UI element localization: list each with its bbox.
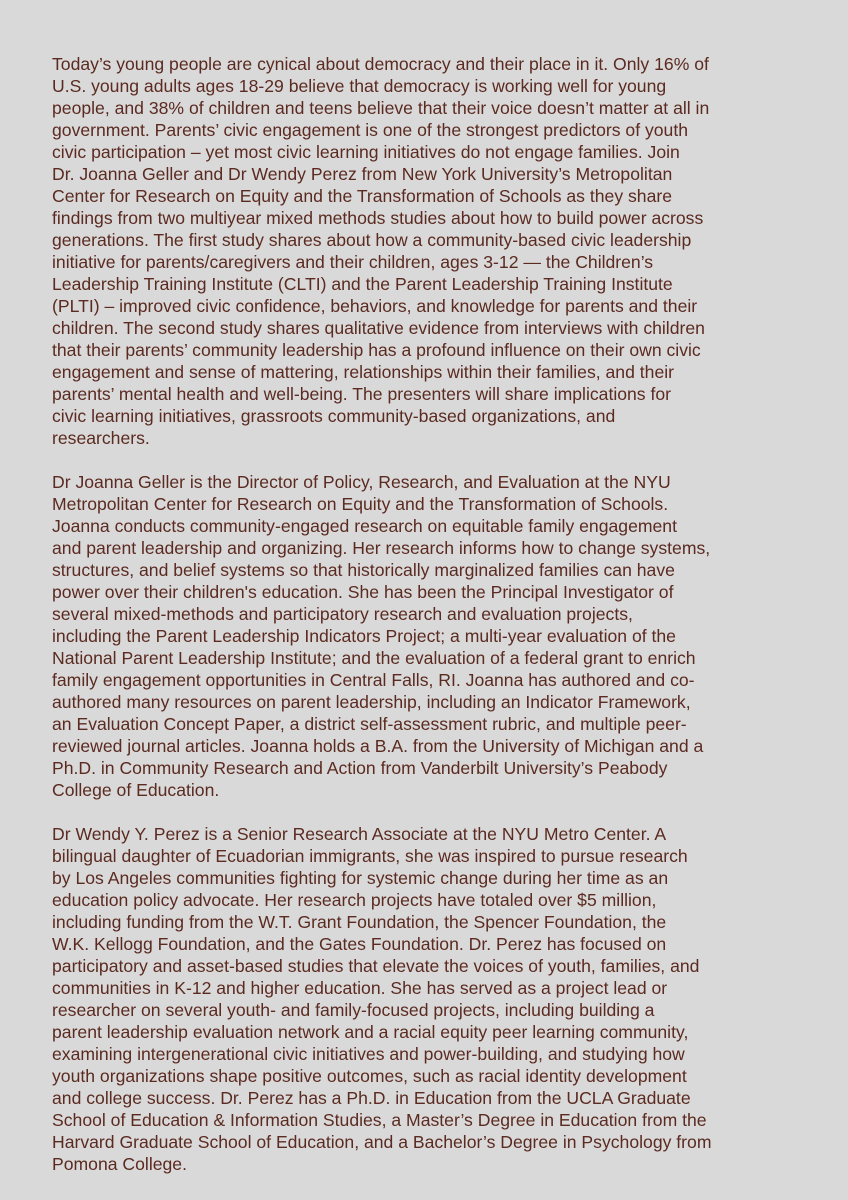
document-body — [52, 53, 812, 1175]
paragraph-joanna-geller-bio: Dr Joanna Geller is the Director of Policy, Research, and Evaluation at the NYU Metropolitan Center for Research on Equity and the Transformation of Schools. Joanna conducts community-engaged research on equitable family engagement and parent leadership and organizing. Her research informs how to change systems, structures, and belief systems so that historically marginalized families can have power over their children's education. She has been the Principal Investigator of several mixed-methods and participatory research and evaluation projects, including the Parent Leadership Indicators Project; a multi-year evaluation of the National Parent Leadership Institute; and the evaluation of a federal grant to enrich family engagement opportunities in Central Falls, RI. Joanna has authored and co- authored many resources on parent leadership, including an Indicator Framework, an Evaluation Concept Paper, a district self-assessment rubric, and multiple peer- reviewed journal articles. Joanna holds a B.A. from the University of Michigan and a Ph.D. in Community Research and Action from Vanderbilt University’s Peabody College of Education. — [52, 472, 711, 800]
paragraph-intro: Today’s young people are cynical about democracy and their place in it. Only 16% of U.S. young adults ages 18-29 believe that democracy is working well for young people, and 38% of children and teens believe that their voice doesn’t matter at all in government. Parents’ civic engagement is one of the strongest predictors of youth civic participation – yet most civic learning initiatives do not engage families. Join Dr. Joanna Geller and Dr Wendy Perez from New York University’s Metropolitan Center for Research on Equity and the Transformation of Schools as they share findings from two multiyear mixed methods studies about how to build power across generations. The first study shares about how a community-based civic leadership initiative for parents/caregivers and their children, ages 3-12 — the Children’s Leadership Training Institute (CLTI) and the Parent Leadership Training Institute (PLTI) – improved civic confidence, behaviors, and knowledge for parents and their children. The second study shares qualitative evidence from interviews with children that their parents’ community leadership has a profound influence on their own civic engagement and sense of mattering, relationships within their families, and their parents’ mental health and well-being. The presenters will share implications for civic learning initiatives, grassroots community-based organizations, and researchers. — [52, 54, 710, 448]
paragraph-wendy-perez-bio: Dr Wendy Y. Perez is a Senior Research Associate at the NYU Metro Center. A bilingual daughter of Ecuadorian immigrants, she was inspired to pursue research by Los Angeles communities fighting for systemic change during her time as an education policy advocate. Her research projects have totaled over $5 million, including funding from the W.T. Grant Foundation, the Spencer Foundation, the W.K. Kellogg Foundation, and the Gates Foundation. Dr. Perez has focused on participatory and asset-based studies that elevate the voices of youth, families, and communities in K-12 and higher education. She has served as a project lead or researcher on several youth- and family-focused projects, including building a parent leadership evaluation network and a racial equity peer learning community, examining intergenerational civic initiatives and power-building, and studying how youth organizations shape positive outcomes, such as racial identity development and college success. Dr. Perez has a Ph.D. in Education from the UCLA Graduate School of Education & Information Studies, a Master’s Degree in Education from the Harvard Graduate School of Education, and a Bachelor’s Degree in Psychology from Pomona College. — [52, 824, 712, 1174]
